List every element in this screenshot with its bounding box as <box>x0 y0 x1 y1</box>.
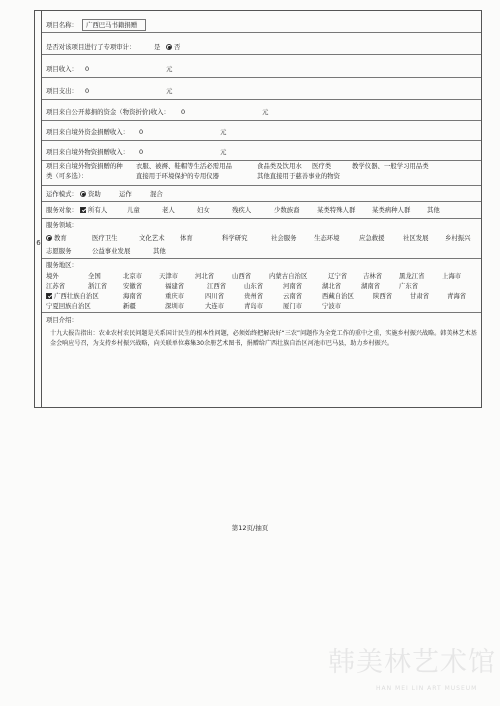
service-objects-label: 服务对象： <box>46 206 78 214</box>
region-shandong[interactable]: 山东省 <box>244 282 264 290</box>
goods-opt-charity[interactable]: 其他直接用于慈善事业的物资 <box>257 172 341 180</box>
region-xiamen[interactable]: 厦门市 <box>283 302 303 310</box>
field-volunteer[interactable]: 志愿服务 <box>46 247 72 255</box>
field-emergency[interactable]: 应急救援 <box>359 234 385 242</box>
region-shenzhen[interactable]: 深圳市 <box>165 302 185 310</box>
special-audit-label: 是否对该项目进行了专项审计： <box>46 43 136 51</box>
region-shanghai[interactable]: 上海市 <box>442 272 462 280</box>
object-children[interactable]: 儿童 <box>127 206 140 214</box>
object-other[interactable]: 其他 <box>427 206 440 214</box>
intro-text: 十九大报告指出：农业农村农民问题是关系国计民生的根本性问题，必须始终把解决好“三农”问题作为全党工作的重中之重，实施乡村振兴战略。韩美林艺术基金会响应号召，为支持乡村振兴战略，向关联单位募集30余册艺术图书，捐赠给广西壮族自治区河池市巴马县，助力乡村振兴。 <box>50 330 477 347</box>
foreign-funds-unit: 元 <box>220 128 227 136</box>
region-beijing[interactable]: 北京市 <box>123 272 143 280</box>
object-special-group[interactable]: 某类特殊人群 <box>317 206 356 214</box>
checkbox-checked-icon <box>80 207 86 213</box>
checkbox-checked-icon <box>46 293 52 299</box>
special-audit-yes[interactable]: 是 <box>154 43 161 51</box>
income-unit: 元 <box>166 65 173 73</box>
foreign-goods-unit: 元 <box>220 148 227 156</box>
public-funds-label: 项目来自公开募捐的资金（物资折价)收入： <box>46 108 170 116</box>
foreign-funds-label: 项目来自境外资金捐赠收入： <box>46 128 130 136</box>
region-guangxi[interactable]: 广西壮族自治区 <box>46 292 99 300</box>
region-fujian[interactable]: 福建省 <box>165 282 185 290</box>
expense-row <box>42 82 481 100</box>
object-women[interactable]: 妇女 <box>197 206 210 214</box>
region-gansu[interactable]: 甘肃省 <box>410 292 430 300</box>
radio-selected-icon <box>80 191 86 197</box>
region-tibet[interactable]: 西藏自治区 <box>322 292 354 300</box>
object-disease-group[interactable]: 某类病种人群 <box>372 206 411 214</box>
region-yunnan[interactable]: 云南省 <box>283 292 303 300</box>
goods-type-label-2: 类（可多选）： <box>46 172 88 180</box>
watermark-title: 韩美林艺术馆 <box>328 647 496 678</box>
operation-mode-mixed[interactable]: 混合 <box>150 190 163 198</box>
section-bar <box>35 11 42 407</box>
region-hubei[interactable]: 湖北省 <box>322 282 342 290</box>
goods-opt-teaching[interactable]: 教学仪器、一般学习用品类 <box>352 162 429 170</box>
radio-selected-icon <box>166 44 172 50</box>
region-qingdao[interactable]: 青岛市 <box>244 302 264 310</box>
region-ningxia[interactable]: 宁夏回族自治区 <box>46 302 91 310</box>
field-education[interactable]: 教育 <box>46 234 67 242</box>
field-community[interactable]: 社区发展 <box>403 234 429 242</box>
region-ningbo[interactable]: 宁波市 <box>322 302 342 310</box>
region-shaanxi[interactable]: 陕西省 <box>373 292 393 300</box>
radio-selected-icon <box>46 235 52 241</box>
region-sichuan[interactable]: 四川省 <box>205 292 225 300</box>
region-nationwide[interactable]: 全国 <box>88 272 101 280</box>
intro-row <box>42 313 481 408</box>
operation-mode-row <box>42 186 481 202</box>
project-name-label: 项目名称： <box>46 21 78 29</box>
field-medical[interactable]: 医疗卫生 <box>92 234 118 242</box>
foreign-funds-row <box>42 123 481 141</box>
goods-opt-medical[interactable]: 医疗类 <box>312 162 332 170</box>
field-social[interactable]: 社会服务 <box>271 234 297 242</box>
object-elderly[interactable]: 老人 <box>162 206 175 214</box>
field-culture[interactable]: 文化艺术 <box>139 234 165 242</box>
income-value[interactable]: 0 <box>85 65 90 73</box>
income-row <box>42 60 481 78</box>
project-name-value[interactable]: 广西巴马书籍捐赠 <box>82 19 146 31</box>
region-jiangsu[interactable]: 江苏省 <box>46 282 66 290</box>
region-inner-mongolia[interactable]: 内蒙古自治区 <box>269 272 308 280</box>
region-xinjiang[interactable]: 新疆 <box>123 302 136 310</box>
region-chongqing[interactable]: 重庆市 <box>165 292 185 300</box>
service-objects-row <box>42 202 481 219</box>
field-sports[interactable]: 体育 <box>180 234 193 242</box>
expense-value[interactable]: 0 <box>85 87 90 95</box>
section-number: 6 <box>36 239 41 247</box>
income-label: 项目收入： <box>46 65 78 73</box>
region-guizhou[interactable]: 贵州省 <box>244 292 264 300</box>
region-heilongjiang[interactable]: 黑龙江省 <box>399 272 425 280</box>
region-liaoning[interactable]: 辽宁省 <box>328 272 348 280</box>
region-overseas[interactable]: 境外 <box>46 272 59 280</box>
foreign-goods-row <box>42 143 481 161</box>
goods-opt-food[interactable]: 食品类及饮用水 <box>257 162 302 170</box>
service-regions-label: 服务地区： <box>46 261 78 269</box>
field-ecology[interactable]: 生态环境 <box>314 234 340 242</box>
goods-opt-environment[interactable]: 直接用于环境保护的专用仪器 <box>136 172 220 180</box>
field-rural[interactable]: 乡村振兴 <box>445 234 471 242</box>
object-all[interactable]: 所有人 <box>80 206 107 214</box>
museum-watermark <box>318 646 496 702</box>
field-other[interactable]: 其他 <box>153 247 166 255</box>
region-shanxi[interactable]: 山西省 <box>232 272 252 280</box>
region-hunan[interactable]: 湖南省 <box>361 282 381 290</box>
region-anhui[interactable]: 安徽省 <box>123 282 143 290</box>
region-hebei[interactable]: 河北省 <box>195 272 215 280</box>
object-disabled[interactable]: 残疾人 <box>232 206 252 214</box>
project-name-row <box>42 17 481 33</box>
region-dalian[interactable]: 大连市 <box>205 302 225 310</box>
foreign-goods-value[interactable]: 0 <box>139 148 144 156</box>
goods-opt-clothing[interactable]: 衣服、被褥、鞋帽等生活必需用品 <box>136 162 232 170</box>
foreign-funds-value[interactable]: 0 <box>139 128 144 136</box>
intro-label: 项目介绍： <box>46 316 78 324</box>
service-fields-label: 服务领域： <box>46 221 78 229</box>
goods-type-row <box>42 161 481 186</box>
object-minority[interactable]: 少数族裔 <box>274 206 300 214</box>
expense-unit: 元 <box>166 87 173 95</box>
region-jiangxi[interactable]: 江西省 <box>207 282 227 290</box>
public-funds-row <box>42 103 481 121</box>
region-zhejiang[interactable]: 浙江省 <box>88 282 108 290</box>
special-audit-no[interactable]: 否 <box>166 43 180 51</box>
foreign-goods-label: 项目来自境外物资捐赠收入： <box>46 148 130 156</box>
goods-type-label-1: 项目来自境外物资捐赠的种 <box>46 162 123 170</box>
field-public-welfare[interactable]: 公益事业发展 <box>92 247 131 255</box>
region-qinghai[interactable]: 青海省 <box>447 292 467 300</box>
region-tianjin[interactable]: 天津市 <box>159 272 179 280</box>
watermark-subtitle: HAN MEI LIN ART MUSEUM <box>376 685 478 692</box>
special-audit-row <box>42 39 481 55</box>
region-henan[interactable]: 河南省 <box>283 282 303 290</box>
expense-label: 项目支出： <box>46 87 78 95</box>
public-funds-value[interactable]: 0 <box>181 108 186 116</box>
service-regions-row <box>42 259 481 313</box>
region-guangdong[interactable]: 广东省 <box>399 282 419 290</box>
region-hainan[interactable]: 海南省 <box>123 292 143 300</box>
project-form <box>34 10 482 408</box>
operation-mode-operate[interactable]: 运作 <box>119 190 132 198</box>
operation-mode-label: 运作模式： <box>46 190 78 198</box>
operation-mode-fund[interactable]: 资助 <box>80 190 101 198</box>
service-fields-row <box>42 219 481 259</box>
page-footer: 第12页/抽页 <box>231 524 269 532</box>
public-funds-unit: 元 <box>262 108 269 116</box>
region-jilin[interactable]: 吉林省 <box>363 272 383 280</box>
field-science[interactable]: 科学研究 <box>222 234 248 242</box>
